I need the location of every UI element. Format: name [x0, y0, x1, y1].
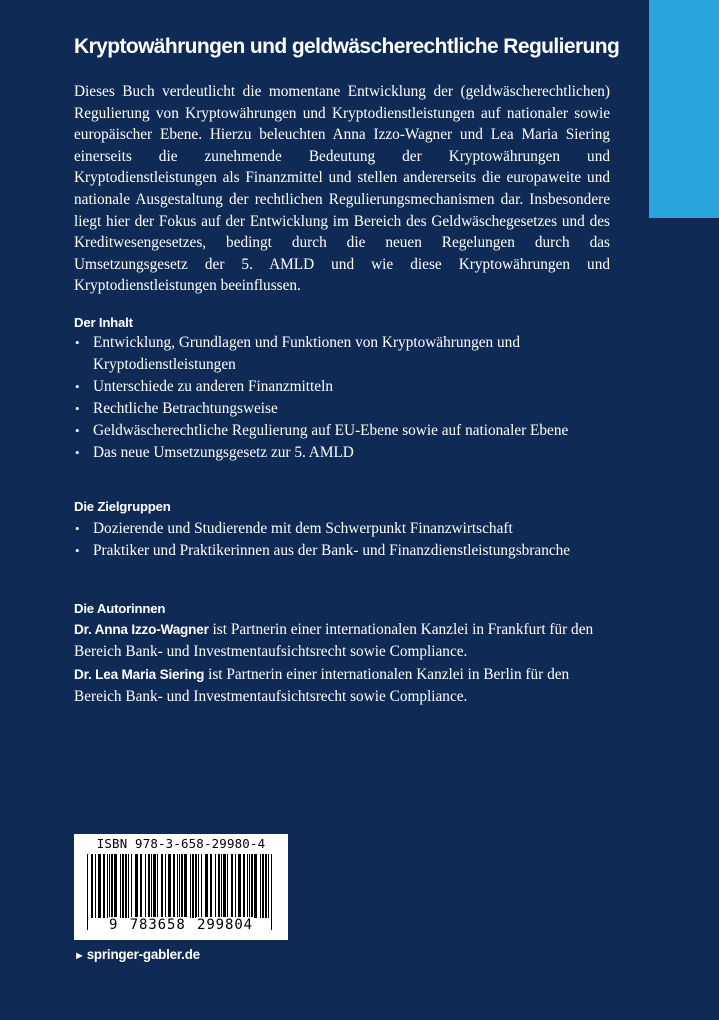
barcode-bar — [260, 854, 261, 918]
author-entry — [74, 664, 619, 707]
barcode-bar — [107, 854, 108, 918]
audience-list — [74, 518, 619, 562]
barcode-bar — [223, 854, 226, 918]
barcode-bar — [201, 854, 202, 918]
ean-digits: 9 783658 299804 — [109, 917, 253, 933]
bullet-icon: • — [75, 444, 80, 460]
barcode-bar — [125, 854, 127, 918]
contents-list — [74, 332, 619, 464]
list-item: • Dozierende und Studierende mit dem Schwerpunkt Finanzwirtschaft — [74, 518, 619, 540]
barcode-bar — [221, 854, 222, 918]
barcode-bar — [173, 854, 175, 918]
barcode-bar — [205, 854, 208, 918]
barcode-bar — [231, 854, 233, 918]
barcode-bar — [148, 854, 150, 918]
barcode-bar — [145, 854, 146, 918]
barcode-bar — [249, 854, 250, 918]
barcode-bar — [114, 854, 117, 918]
barcode-bar — [227, 854, 228, 918]
list-item: • Praktiker und Praktikerinnen aus der Bank- und Finanzdienstleistungsbranche — [74, 540, 619, 562]
bullet-icon: • — [75, 543, 80, 559]
barcode-bar — [140, 854, 142, 918]
list-item: • Geldwäscherechtliche Regulierung auf EU-Ebene sowie auf nationaler Ebene — [74, 420, 619, 442]
barcode-bar — [235, 854, 236, 918]
barcode-bar — [265, 854, 267, 918]
list-item: • Entwicklung, Grundlagen und Funktionen von Kryptowährungen und Kryptodienstleistungen — [75, 334, 520, 373]
barcode-bar — [151, 854, 152, 918]
barcode-bar — [131, 854, 132, 918]
barcode-bar — [238, 854, 241, 918]
barcode-bar — [210, 854, 212, 918]
barcode-bar — [198, 854, 199, 918]
barcode-bar — [218, 854, 220, 918]
author-entry — [74, 619, 619, 662]
barcode-bar — [153, 854, 156, 918]
author-bio: ist Partnerin einer internationalen Kanzlei in Frankfurt für den Bereich Bank- und Investmentaufsichtsrecht sowie Compliance. — [74, 621, 594, 660]
barcode-bar — [95, 854, 96, 918]
barcode-bar — [128, 854, 129, 918]
barcode-bar — [165, 854, 166, 918]
barcode-bar — [98, 854, 101, 918]
barcode-bar — [120, 854, 121, 918]
barcode-bar — [91, 854, 93, 918]
barcode-bar — [262, 854, 264, 918]
list-item: • Unterschiede zu anderen Finanzmitteln — [74, 376, 619, 398]
barcode-bar — [135, 854, 138, 918]
barcode-bar — [254, 854, 257, 918]
barcode-bar — [251, 854, 253, 918]
arrow-right-icon: ► — [74, 950, 85, 962]
barcode-bar — [157, 854, 158, 918]
bullet-icon: • — [75, 521, 80, 536]
accent-bar — [649, 0, 719, 218]
barcode-bar — [122, 854, 124, 918]
publisher-website — [74, 946, 200, 965]
barcode-bar — [195, 854, 197, 918]
bullet-icon: • — [75, 335, 80, 350]
barcode-bar — [247, 854, 248, 918]
audience-heading: Die Zielgruppen — [74, 499, 171, 514]
book-description: Dieses Buch verdeutlicht die momentane Entwicklung der (geldwäscherechtlichen) Regulierung von Kryptowährungen und Kryptodienstleistungen auf nationaler sowie europäischer Ebene. Hierzu beleuchten Anna Izzo-Wagner und Lea Maria Siering einerseits die zunehmende Bedeutung der Kryptowährungen und Kryptodienstleistungen als Finanzmittel und stellen andererseits die europaweite und nationale Ausgestaltung der rechtlichen Regulierungsmechanismen dar. Insbesondere liegt hier der Fokus auf der Entwicklung im Bereich des Geldwäschegesetzes und des Kreditwesengesetzes, bedingt durch die neuen Regelungen durch das Umsetzungsgesetz der 5. AMLD und wie diese Kryptowährungen und Kryptodienstleistungen beeinflussen. — [74, 83, 610, 295]
book-title: Kryptowährungen und geldwäscherechtliche Regulierung — [74, 35, 620, 58]
isbn-barcode — [74, 834, 288, 940]
website-link[interactable]: springer-gabler.de — [86, 947, 200, 962]
barcode-bar — [177, 854, 178, 918]
barcode-bar — [111, 854, 113, 918]
isbn-number: ISBN 978-3-658-29980-4 — [96, 836, 266, 851]
barcode-bar — [215, 854, 216, 918]
barcode-bar — [190, 854, 191, 918]
contents-heading: Der Inhalt — [74, 315, 133, 330]
barcode-bar — [168, 854, 171, 918]
author-name: Dr. Anna Izzo-Wagner — [74, 622, 209, 637]
list-item: • Rechtliche Betrachtungsweise — [74, 398, 619, 420]
barcode-bar — [243, 854, 245, 918]
bullet-icon: • — [75, 422, 80, 438]
barcode-bar — [161, 854, 163, 918]
author-bio: ist Partnerin einer internationalen Kanzlei in Berlin für den Bereich Bank- und Investmentaufsichtsrecht sowie Compliance. — [74, 666, 570, 705]
author-name: Dr. Lea Maria Siering — [74, 667, 205, 682]
barcode-bar — [192, 854, 194, 918]
bullet-icon: • — [75, 400, 80, 416]
list-item: • Das neue Umsetzungsgesetz zur 5. AMLD — [74, 442, 619, 464]
barcode-bar — [268, 854, 269, 918]
barcode-bar — [109, 854, 110, 918]
barcode-bar — [103, 854, 105, 918]
authors-heading: Die Autorinnen — [74, 601, 166, 616]
bullet-icon: • — [75, 378, 80, 394]
